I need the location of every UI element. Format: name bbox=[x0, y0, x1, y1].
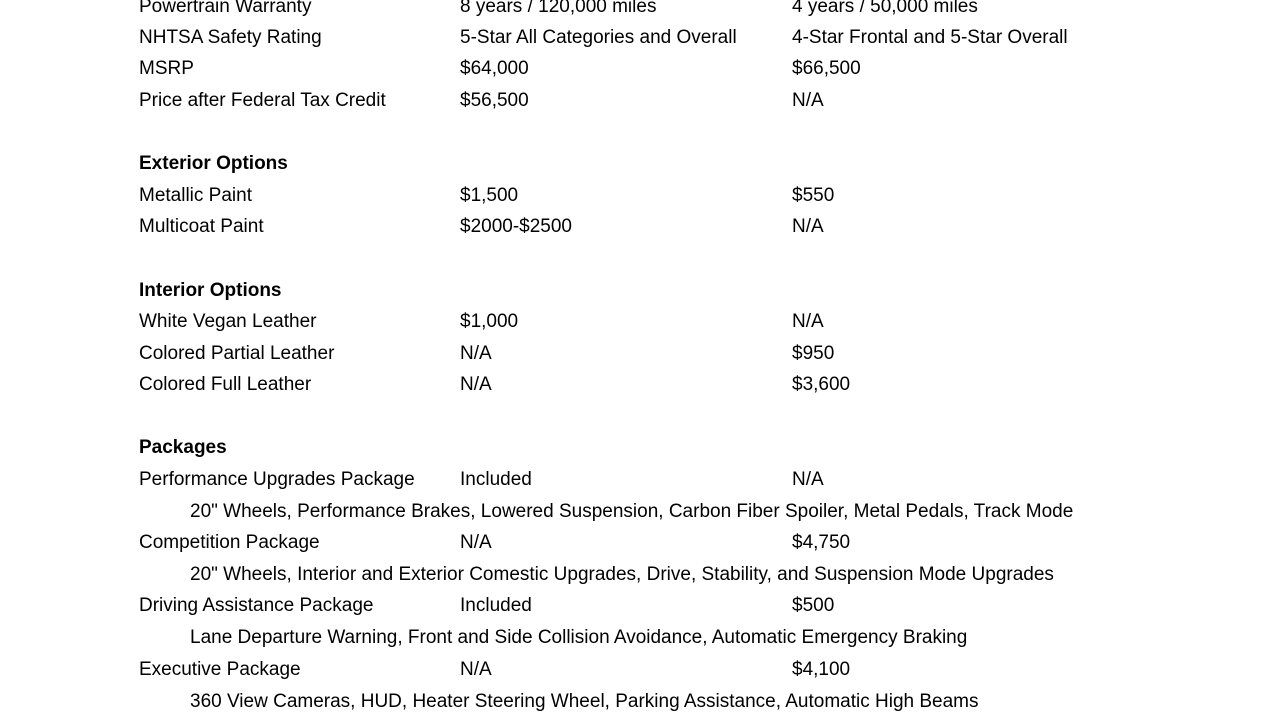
package-description: 20" Wheels, Performance Brakes, Lowered Suspension, Carbon Fiber Spoiler, Metal Pedals, Track Mode bbox=[190, 501, 1074, 522]
row-value-col2: $950 bbox=[792, 343, 835, 364]
section-heading-packages bbox=[0, 432, 1280, 464]
table-row bbox=[0, 53, 1280, 85]
row-value-col1: 8 years / 120,000 miles bbox=[460, 0, 657, 17]
package-description: Lane Departure Warning, Front and Side Collision Avoidance, Automatic Emergency Braking bbox=[190, 627, 968, 648]
row-value-col1: $64,000 bbox=[460, 58, 529, 79]
section-heading-exterior bbox=[0, 148, 1280, 180]
row-label: MSRP bbox=[139, 58, 194, 79]
package-description-row bbox=[0, 559, 1280, 591]
row-value-col1: $56,500 bbox=[460, 90, 529, 111]
row-value-col1: N/A bbox=[460, 374, 492, 395]
table-row bbox=[0, 85, 1280, 117]
section-heading: Exterior Options bbox=[139, 153, 288, 174]
table-row bbox=[0, 22, 1280, 54]
row-label: Multicoat Paint bbox=[139, 216, 264, 237]
package-label: Competition Package bbox=[139, 532, 320, 553]
row-value-col2: $4,750 bbox=[792, 532, 851, 553]
row-value-col1: N/A bbox=[460, 343, 492, 364]
row-value-col1: Included bbox=[460, 469, 532, 490]
row-value-col1: $1,000 bbox=[460, 311, 519, 332]
table-row bbox=[0, 306, 1280, 338]
package-label: Executive Package bbox=[139, 659, 301, 680]
package-label: Driving Assistance Package bbox=[139, 595, 374, 616]
row-label: Colored Full Leather bbox=[139, 374, 312, 395]
row-value-col2: $4,100 bbox=[792, 659, 851, 680]
package-description-row bbox=[0, 496, 1280, 528]
package-label: Performance Upgrades Package bbox=[139, 469, 415, 490]
section-heading-interior bbox=[0, 275, 1280, 307]
package-description: 20" Wheels, Interior and Exterior Comestic Upgrades, Drive, Stability, and Suspension Mode Upgrades bbox=[190, 564, 1054, 585]
table-row bbox=[0, 211, 1280, 243]
table-row bbox=[0, 369, 1280, 401]
package-description-row bbox=[0, 686, 1280, 718]
section-heading: Packages bbox=[139, 437, 227, 458]
row-value-col1: 5-Star All Categories and Overall bbox=[460, 27, 737, 48]
row-label: White Vegan Leather bbox=[139, 311, 317, 332]
row-value-col1: N/A bbox=[460, 659, 492, 680]
table-row bbox=[0, 590, 1280, 622]
row-label: Metallic Paint bbox=[139, 185, 252, 206]
row-value-col2: N/A bbox=[792, 90, 824, 111]
row-value-col1: Included bbox=[460, 595, 532, 616]
package-description-row bbox=[0, 622, 1280, 654]
table-row bbox=[0, 0, 1280, 23]
row-value-col2: N/A bbox=[792, 216, 824, 237]
row-value-col2: N/A bbox=[792, 311, 824, 332]
table-row bbox=[0, 338, 1280, 370]
section-heading: Interior Options bbox=[139, 280, 282, 301]
row-value-col1: $2000-$2500 bbox=[460, 216, 572, 237]
row-value-col2: N/A bbox=[792, 469, 824, 490]
row-label: Powertrain Warranty bbox=[139, 0, 312, 17]
row-label: Price after Federal Tax Credit bbox=[139, 90, 386, 111]
row-value-col2: $500 bbox=[792, 595, 835, 616]
row-value-col1: $1,500 bbox=[460, 185, 519, 206]
row-label: Colored Partial Leather bbox=[139, 343, 335, 364]
row-value-col2: $550 bbox=[792, 185, 835, 206]
table-row bbox=[0, 464, 1280, 496]
row-value-col2: $66,500 bbox=[792, 58, 861, 79]
row-label: NHTSA Safety Rating bbox=[139, 27, 322, 48]
table-row bbox=[0, 527, 1280, 559]
row-value-col2: 4-Star Frontal and 5-Star Overall bbox=[792, 27, 1068, 48]
package-description: 360 View Cameras, HUD, Heater Steering Wheel, Parking Assistance, Automatic High Beams bbox=[190, 691, 979, 712]
row-value-col2: $3,600 bbox=[792, 374, 851, 395]
table-row bbox=[0, 180, 1280, 212]
table-row bbox=[0, 654, 1280, 686]
row-value-col2: 4 years / 50,000 miles bbox=[792, 0, 978, 17]
row-value-col1: N/A bbox=[460, 532, 492, 553]
